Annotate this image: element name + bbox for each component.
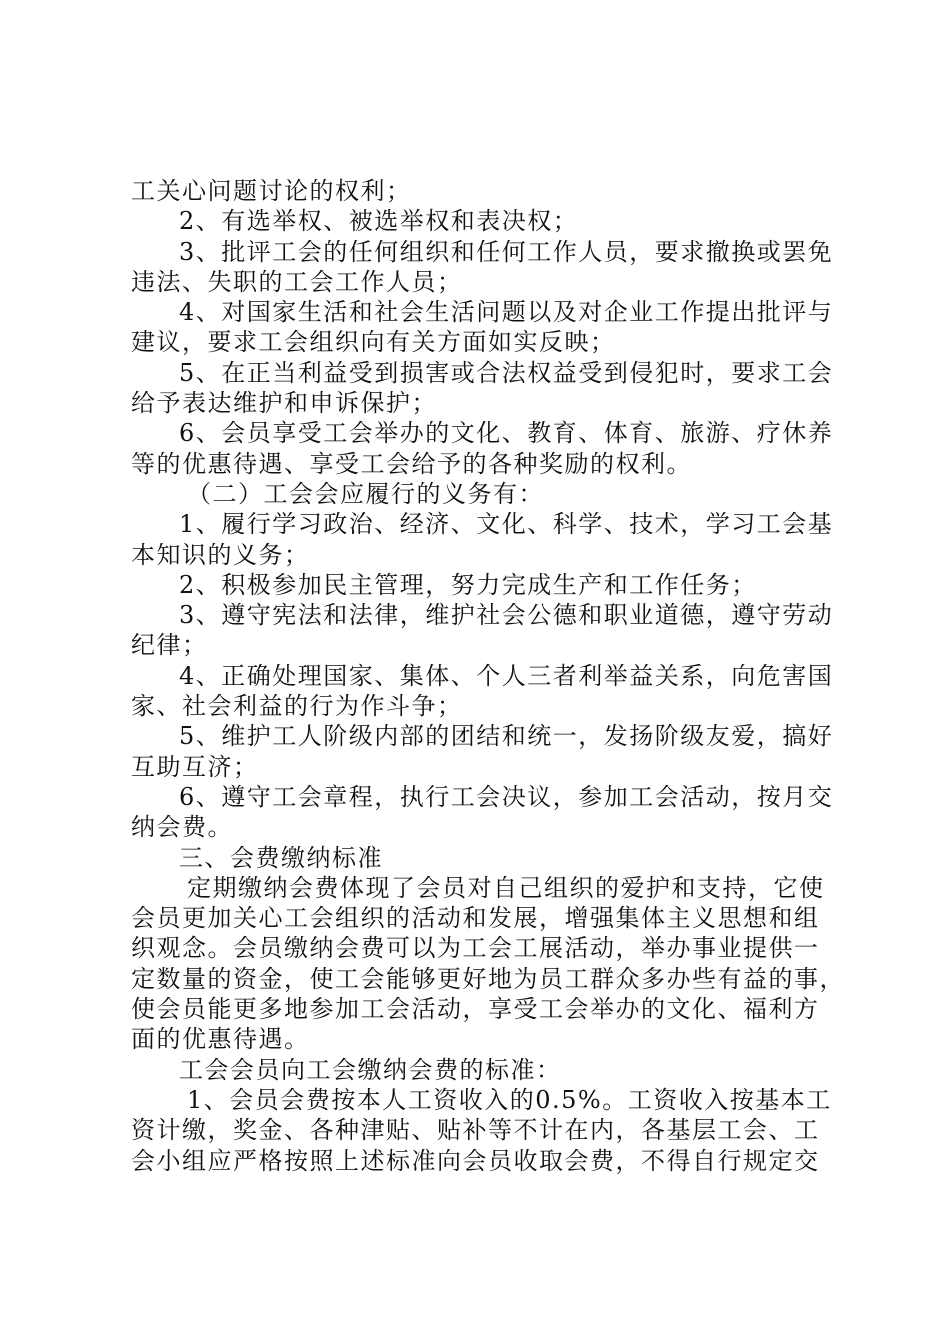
text-line: 建议，要求工会组织向有关方面如实反映； — [131, 328, 616, 357]
text-line: 织观念。会员缴纳会费可以为工会工展活动，举办事业提供一 — [131, 934, 820, 963]
text-line: 5、在正当利益受到损害或合法权益受到侵犯时，要求工会 — [179, 358, 834, 387]
text-line: 纪律； — [131, 631, 208, 660]
text-line: 会小组应严格按照上述标准向会员收取会费，不得自行规定交 — [131, 1146, 820, 1175]
text-line: 5、维护工人阶级内部的团结和统一，发扬阶级友爱，搞好 — [179, 722, 834, 751]
text-line: 资计缴，奖金、各种津贴、贴补等不计在内，各基层工会、工 — [131, 1116, 820, 1145]
text-line: 6、遵守工会章程，执行工会决议，参加工会活动，按月交 — [179, 782, 834, 811]
text-line: 纳会费。 — [131, 813, 233, 842]
text-line: 3、遵守宪法和法律，维护社会公德和职业道德，遵守劳动 — [179, 601, 834, 630]
text-line: 会员更加关心工会组织的活动和发展，增强集体主义思想和组 — [131, 904, 820, 933]
text-line: 定数量的资金，使工会能够更好地为员工群众多办些有益的事， — [131, 964, 845, 993]
text-line: 使会员能更多地参加工会活动，享受工会举办的文化、福利方 — [131, 995, 820, 1024]
text-line: 1、会员会费按本人工资收入的0.5%。工资收入按基本工 — [187, 1085, 832, 1114]
document-body — [131, 176, 845, 1176]
text-line: 4、对国家生活和社会生活问题以及对企业工作提出批评与 — [179, 298, 834, 327]
text-line: 违法、失职的工会工作人员； — [131, 267, 463, 296]
text-line: （二）工会会应履行的义务有： — [187, 479, 544, 508]
text-line: 3、批评工会的任何组织和任何工作人员，要求撤换或罢免 — [179, 237, 834, 266]
text-line: 给予表达维护和申诉保护； — [131, 389, 437, 418]
text-line: 本知识的义务； — [131, 540, 310, 569]
text-line: 4、正确处理国家、集体、个人三者利举益关系，向危害国 — [179, 661, 834, 690]
text-line: 工会会员向工会缴纳会费的标准： — [179, 1055, 562, 1084]
text-line: 等的优惠待遇、享受工会给予的各种奖励的权利。 — [131, 449, 692, 478]
text-line: 家、社会利益的行为作斗争； — [131, 692, 463, 721]
text-line: 2、积极参加民主管理，努力完成生产和工作任务； — [179, 570, 757, 599]
text-line: 工关心问题讨论的权利； — [131, 177, 412, 205]
text-line: 6、会员享受工会举办的文化、教育、体育、旅游、疗休养 — [179, 419, 834, 448]
text-line: 三、会费缴纳标准 — [179, 843, 383, 872]
text-line: 1、履行学习政治、经济、文化、科学、技术，学习工会基 — [179, 510, 834, 539]
text-line: 面的优惠待遇。 — [131, 1025, 310, 1054]
text-line: 定期缴纳会费体现了会员对自己组织的爱护和支持，它使 — [187, 873, 825, 902]
text-line: 互助互济； — [131, 752, 259, 781]
text-line: 2、有选举权、被选举权和表决权； — [179, 207, 579, 236]
